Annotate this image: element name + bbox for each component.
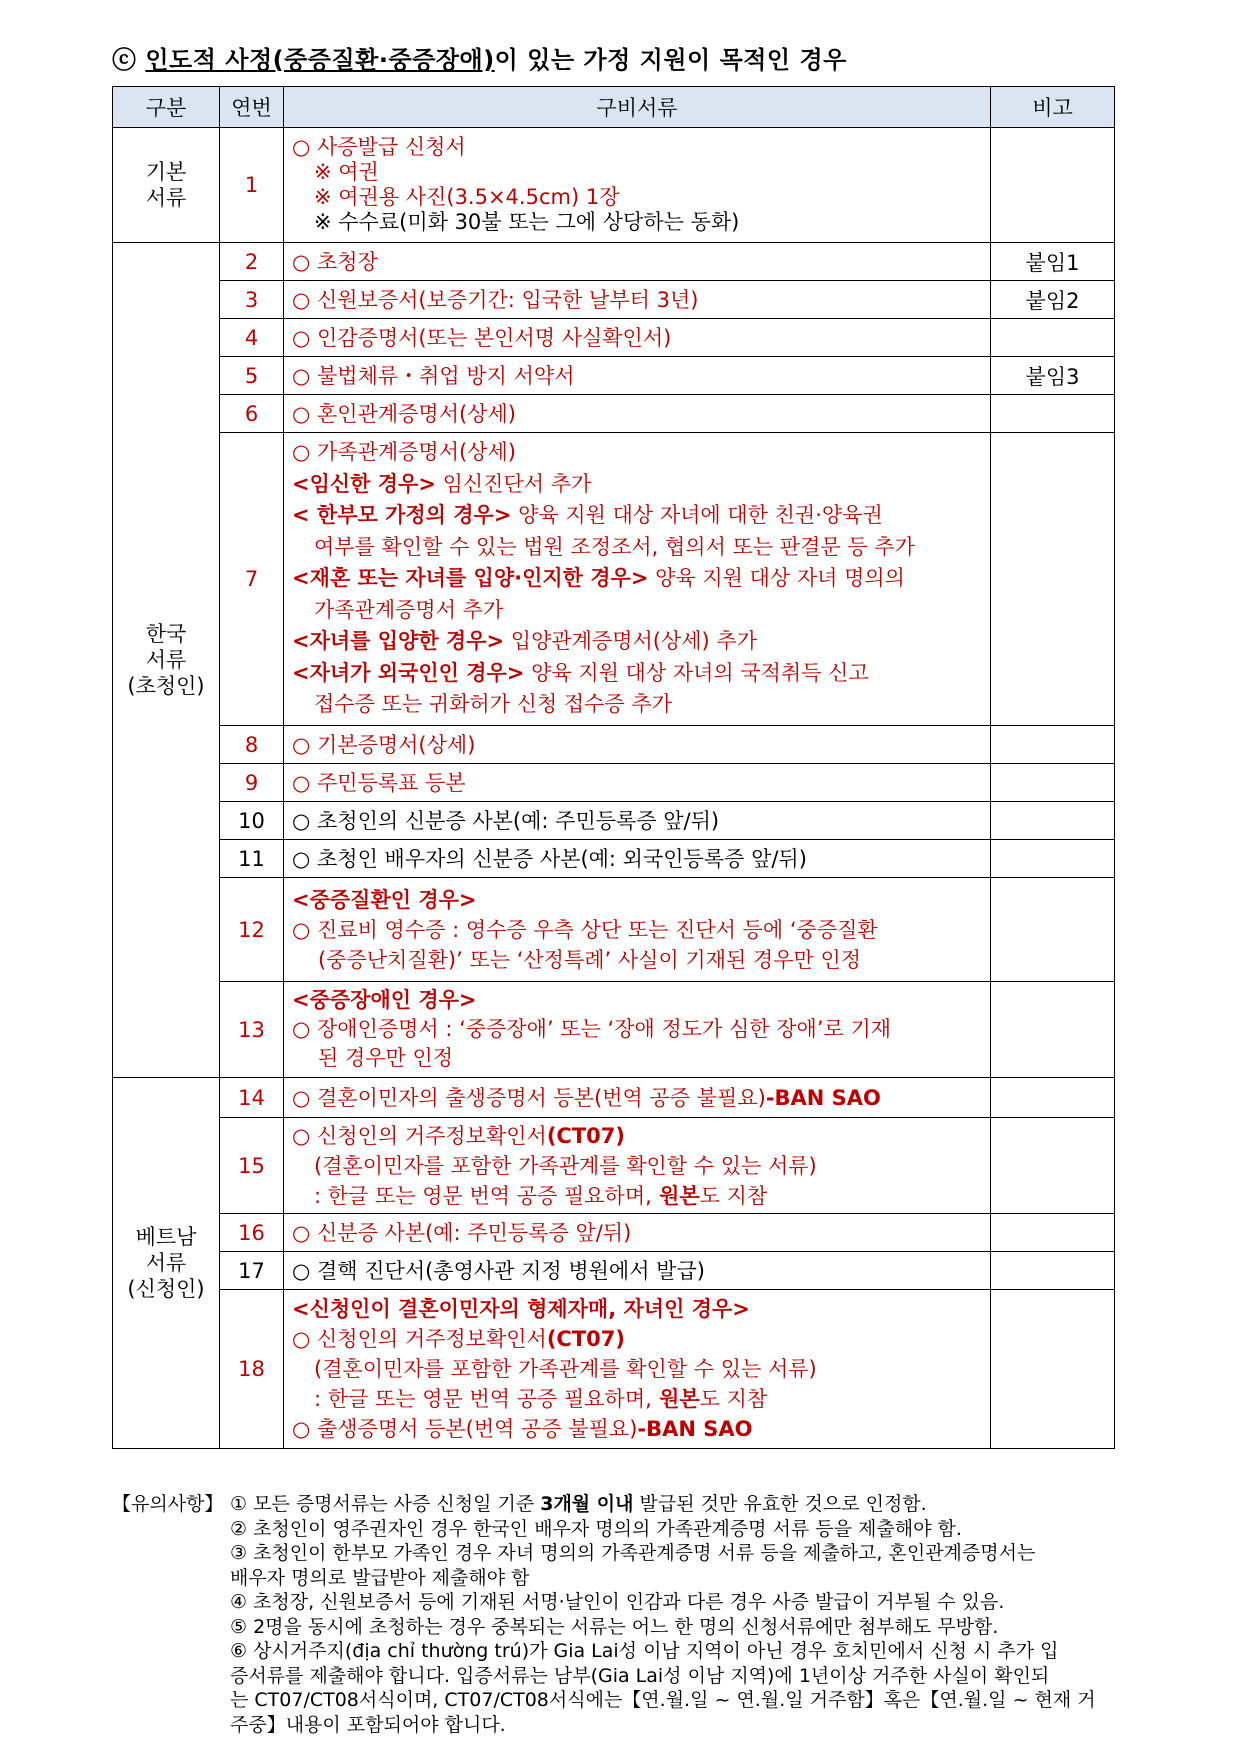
notes-label: 【유의사항】 (112, 1493, 224, 1515)
document-description: ○ 인감증명서(또는 본인서명 사실확인서) (284, 319, 991, 357)
document-description: ○ 초청인의 신분증 사본(예: 주민등록증 앞/뒤) (284, 802, 991, 840)
row-number: 12 (220, 878, 284, 982)
document-description: ○ 가족관계증명서(상세) <임신한 경우> 임신진단서 추가 < 한부모 가정의 경우> 양육 지원 대상 자녀에 대한 친권·양육권 여부를 확인할 수 있는 법원 조정조서, 협의서 또는 판결문 등 추가 <재혼 또는 자녀를 입양·인지한 경우> 양육 지원 대상 자녀 명의의 가족관계증명서 추가 <자녀를 입양한 경우> 입양관계증명서(상세) 추가 <자녀가 외국인인 경우> 양육 지원 대상 자녀의 국적취득 신고 접수증 또는 귀화허가 신청 접수증 추가 (284, 433, 991, 726)
title-underlined: 인도적 사정(중증질환·중증장애) (145, 46, 495, 74)
table-row (113, 243, 1115, 281)
row-number: 7 (220, 433, 284, 726)
row-number: 14 (220, 1078, 284, 1118)
document-description: ○ 혼인관계증명서(상세) (284, 395, 991, 433)
table-row (113, 1118, 1115, 1214)
category-vietnam: 베트남 서류 (신청인) (113, 1078, 220, 1449)
remark-cell: 붙임1 (991, 243, 1115, 281)
document-description: <중증질환인 경우> ○ 진료비 영수증 : 영수증 우측 상단 또는 진단서 등에 ‘중증질환 (중증난치질환)’ 또는 ‘산정특례’ 사실이 기재된 경우만 인정 (284, 878, 991, 982)
document-description: <신청인이 결혼이민자의 형제자매, 자녀인 경우> ○ 신청인의 거주정보확인서(CT07) (결혼이민자를 포함한 가족관계를 확인할 수 있는 서류) : 한글 또는 영문 번역 공증 필요하며, 원본도 지참 ○ 출생증명서 등본(번역 공증 불필요)-BAN SAO (284, 1290, 991, 1449)
table-row (113, 281, 1115, 319)
table-row (113, 764, 1115, 802)
remark-cell (991, 433, 1115, 726)
row-number: 5 (220, 357, 284, 395)
remark-cell (991, 1290, 1115, 1449)
table-row (113, 802, 1115, 840)
row-number: 17 (220, 1252, 284, 1290)
note-2: ② 초청인이 영주권자인 경우 한국인 배우자 명의의 가족관계증명 서류 등을 제출해야 함. (230, 1517, 962, 1540)
document-description: ○ 신분증 사본(예: 주민등록증 앞/뒤) (284, 1214, 991, 1252)
table-row (113, 1290, 1115, 1449)
header-category: 구분 (113, 87, 220, 128)
remark-cell (991, 878, 1115, 982)
row-number: 4 (220, 319, 284, 357)
notes-section (112, 1492, 1122, 1737)
row-number: 2 (220, 243, 284, 281)
document-description: ○ 사증발급 신청서 ※ 여권 ※ 여권용 사진(3.5×4.5cm) 1장 ※ 수수료(미화 30불 또는 그에 상당하는 동화) (284, 128, 991, 243)
row-number: 3 (220, 281, 284, 319)
row-number: 18 (220, 1290, 284, 1449)
row-number: 16 (220, 1214, 284, 1252)
table-row (113, 357, 1115, 395)
remark-cell (991, 802, 1115, 840)
remark-cell (991, 128, 1115, 243)
header-remarks: 비고 (991, 87, 1115, 128)
table-row (113, 319, 1115, 357)
document-description: ○ 신청인의 거주정보확인서(CT07) (결혼이민자를 포함한 가족관계를 확인할 수 있는 서류) : 한글 또는 영문 번역 공증 필요하며, 원본도 지참 (284, 1118, 991, 1214)
document-description: ○ 결핵 진단서(총영사관 지정 병원에서 발급) (284, 1252, 991, 1290)
document-description: ○ 기본증명서(상세) (284, 726, 991, 764)
remark-cell (991, 726, 1115, 764)
note-6-cont: 증서류를 제출해야 합니다. 입증서류는 남부(Gia Lai성 이남 지역)에 1년이상 거주한 사실이 확인되 (230, 1664, 1050, 1687)
table-row (113, 1214, 1115, 1252)
row-number: 15 (220, 1118, 284, 1214)
remark-cell: 붙임3 (991, 357, 1115, 395)
note-1: ① 모든 증명서류는 사증 신청일 기준 3개월 이내 발급된 것만 유효한 것으로 인정함. (230, 1493, 927, 1515)
row-number: 13 (220, 982, 284, 1078)
header-number: 연번 (220, 87, 284, 128)
title-marker: ⓒ (112, 46, 137, 74)
document-description: ○ 초청장 (284, 243, 991, 281)
remark-cell: 붙임2 (991, 281, 1115, 319)
table-row (113, 433, 1115, 726)
table-row (113, 726, 1115, 764)
table-row (113, 1252, 1115, 1290)
row-number: 11 (220, 840, 284, 878)
documents-table (112, 86, 1115, 1449)
document-description: ○ 초청인 배우자의 신분증 사본(예: 외국인등록증 앞/뒤) (284, 840, 991, 878)
document-description: ○ 결혼이민자의 출생증명서 등본(번역 공증 불필요)-BAN SAO (284, 1078, 991, 1118)
table-row (113, 878, 1115, 982)
row-number: 1 (220, 128, 284, 243)
remark-cell (991, 982, 1115, 1078)
note-3-cont: 배우자 명의로 발급받아 제출해야 함 (230, 1566, 530, 1589)
note-4: ④ 초청장, 신원보증서 등에 기재된 서명·날인이 인감과 다른 경우 사증 발급이 거부될 수 있음. (230, 1591, 1005, 1613)
title-rest: 이 있는 가정 지원이 목적인 경우 (494, 46, 847, 74)
remark-cell (991, 840, 1115, 878)
document-description: ○ 주민등록표 등본 (284, 764, 991, 802)
remark-cell (991, 319, 1115, 357)
note-3: ③ 초청인이 한부모 가족인 경우 자녀 명의의 가족관계증명 서류 등을 제출하고, 혼인관계증명서는 (230, 1542, 1036, 1564)
row-number: 10 (220, 802, 284, 840)
row-number: 6 (220, 395, 284, 433)
page-title (112, 40, 847, 75)
row-number: 8 (220, 726, 284, 764)
remark-cell (991, 1118, 1115, 1214)
table-row (113, 982, 1115, 1078)
document-description: ○ 불법체류・취업 방지 서약서 (284, 357, 991, 395)
remark-cell (991, 1078, 1115, 1118)
remark-cell (991, 395, 1115, 433)
document-description: ○ 신원보증서(보증기간: 입국한 날부터 3년) (284, 281, 991, 319)
note-6: ⑥ 상시거주지(địa chỉ thường trú)가 Gia Lai성 이남 지역이 아닌 경우 호치민에서 신청 시 추가 입 (230, 1640, 1059, 1662)
table-row (113, 128, 1115, 243)
category-korea: 한국 서류 (초청인) (113, 243, 220, 1078)
document-description: <중증장애인 경우> ○ 장애인증명서 : ‘중증장애’ 또는 ‘장애 정도가 심한 장애’로 기재 된 경우만 인정 (284, 982, 991, 1078)
note-6-cont: 주중】내용이 포함되어야 합니다. (230, 1713, 506, 1736)
table-row (113, 1078, 1115, 1118)
table-header-row (113, 87, 1115, 128)
note-5: ⑤ 2명을 동시에 초청하는 경우 중복되는 서류는 어느 한 명의 신청서류에만 첨부해도 무방함. (230, 1615, 999, 1638)
remark-cell (991, 764, 1115, 802)
row-number: 9 (220, 764, 284, 802)
category-basic: 기본 서류 (113, 128, 220, 243)
note-6-cont: 는 CT07/CT08서식이며, CT07/CT08서식에는【연.월.일 ~ 연.월.일 거주함】혹은【연.월.일 ~ 현재 거 (230, 1689, 1096, 1711)
remark-cell (991, 1214, 1115, 1252)
table-row (113, 395, 1115, 433)
table-row (113, 840, 1115, 878)
header-documents: 구비서류 (284, 87, 991, 128)
remark-cell (991, 1252, 1115, 1290)
